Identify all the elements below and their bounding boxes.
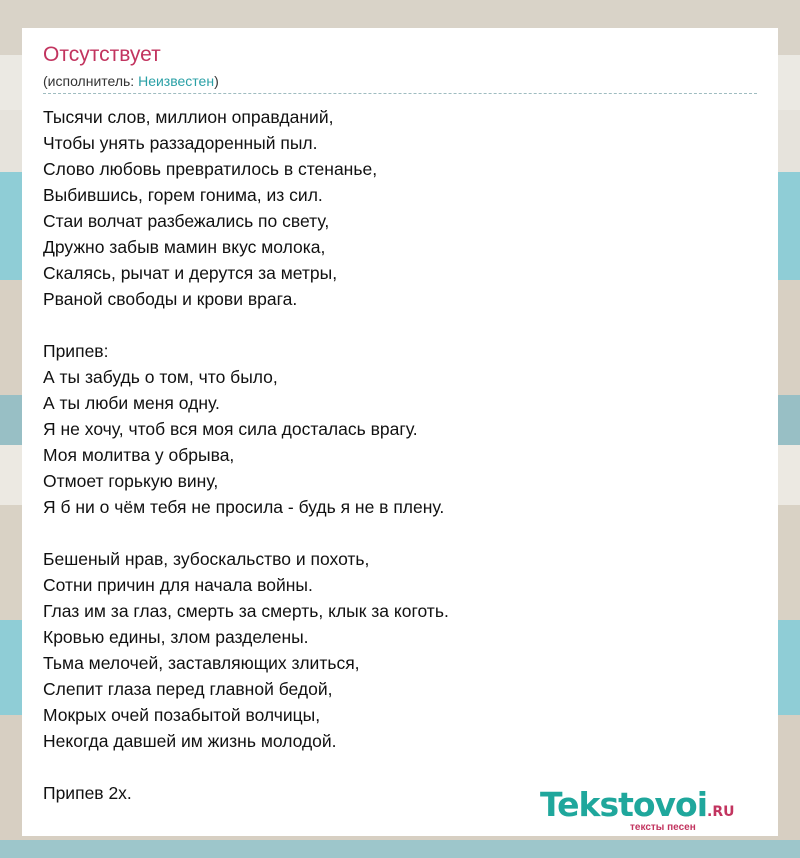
lyric-line: Слепит глаза перед главной бедой, xyxy=(43,679,333,699)
verse-1 xyxy=(43,104,757,312)
artist-prefix: (исполнитель: xyxy=(43,73,139,89)
lyric-line: Отмоет горькую вину, xyxy=(43,471,219,491)
stanza-gap xyxy=(43,520,757,546)
lyric-line: Стаи волчат разбежались по свету, xyxy=(43,211,330,231)
lyric-line: А ты забудь о том, что было, xyxy=(43,367,278,387)
lyric-line: Дружно забыв мамин вкус молока, xyxy=(43,237,326,257)
lyric-line: Слово любовь превратилось в стенанье, xyxy=(43,159,378,179)
lyric-line: Выбившись, горем гонима, из сил. xyxy=(43,185,323,205)
lyric-line: Кровью едины, злом разделены. xyxy=(43,627,309,647)
lyric-line: Некогда давшей им жизнь молодой. xyxy=(43,731,337,751)
outro-line: Припев 2x. xyxy=(43,783,132,803)
artist-link[interactable]: Неизвестен xyxy=(138,73,215,89)
lyric-line: Я б ни о чём тебя не просила - будь я не в плену. xyxy=(43,497,445,517)
artist-line xyxy=(43,72,757,94)
lyric-line: Чтобы унять раззадоренный пыл. xyxy=(43,133,318,153)
song-title: Отсутствует xyxy=(43,43,161,66)
lyric-line: Рваной свободы и крови врага. xyxy=(43,289,298,309)
lyric-line: Мокрых очей позабытой волчицы, xyxy=(43,705,321,725)
lyric-line: Скалясь, рычат и дерутся за метры, xyxy=(43,263,338,283)
lyrics-text xyxy=(43,104,757,806)
lyric-line: Бешеный нрав, зубоскальство и похоть, xyxy=(43,549,370,569)
site-logo[interactable] xyxy=(540,786,750,836)
lyric-line: Я не хочу, чтоб вся моя сила досталась врагу. xyxy=(43,419,418,439)
lyric-line: Тьма мелочей, заставляющих злиться, xyxy=(43,653,360,673)
background-stripe xyxy=(0,840,800,858)
lyric-line: Припев: xyxy=(43,341,109,361)
artist-suffix: ) xyxy=(214,73,219,89)
stanza-gap xyxy=(43,312,757,338)
logo-tld: .RU xyxy=(707,804,735,820)
lyric-line: Тысячи слов, миллион оправданий, xyxy=(43,107,334,127)
chorus xyxy=(43,338,757,520)
lyric-line: Глаз им за глаз, смерть за смерть, клык за коготь. xyxy=(43,601,449,621)
lyric-line: Сотни причин для начала войны. xyxy=(43,575,313,595)
lyrics-card xyxy=(22,28,778,836)
lyric-line: Моя молитва у обрыва, xyxy=(43,445,235,465)
verse-2 xyxy=(43,546,757,754)
lyric-line: А ты люби меня одну. xyxy=(43,393,220,413)
stanza-gap xyxy=(43,754,757,780)
logo-name: Tekstovoi xyxy=(540,785,708,824)
logo-tagline: тексты песен xyxy=(630,822,696,833)
